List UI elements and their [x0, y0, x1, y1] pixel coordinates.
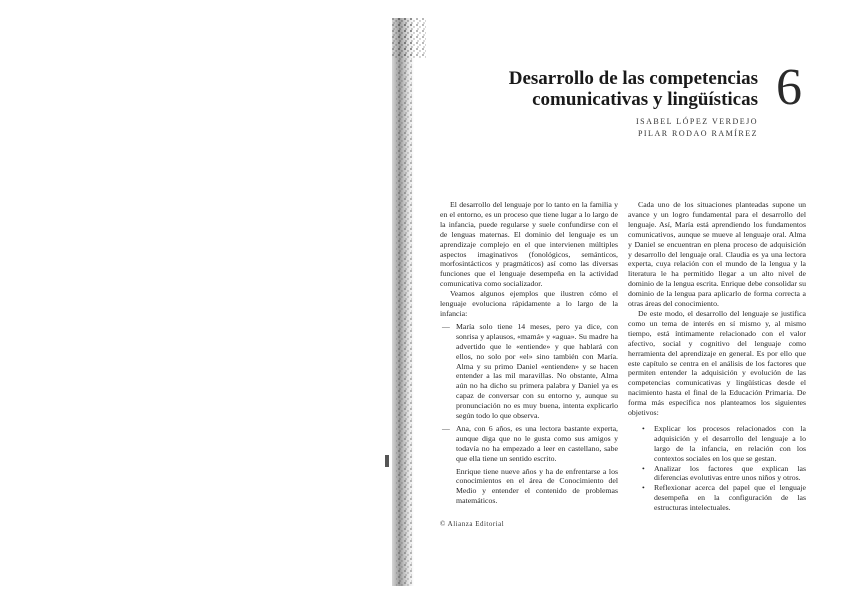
right-text-column: [628, 200, 806, 513]
author-1: ISABEL LÓPEZ VERDEJO: [636, 117, 758, 126]
scan-mark: [385, 455, 389, 467]
bullet-marker: •: [642, 483, 645, 493]
list-item: [642, 483, 806, 513]
objectives-list: [642, 424, 806, 513]
list-item-text: Enrique tiene nueve años y ha de enfrentarse a los conocimientos en el área de Conocimiento del Medio y entender el contenido de problemas matemáticos.: [456, 466, 618, 506]
chapter-title-line-2: comunicativas y lingüísticas: [532, 89, 758, 110]
dash-marker: —: [442, 321, 450, 331]
page-footer: © Alianza Editorial: [440, 520, 505, 528]
paragraph: Cada uno de los situaciones planteadas supone un avance y un logro fundamental para el desarrollo del lenguaje. Así, María está aprendiendo los fundamentos comunicativos, aunque se mueve al lenguaje oral. Alma y Daniel se encuentran en plena proceso de adquisición y desarrollo del lenguaje oral. Claudia es ya una lectora experta, cuya relación con el mundo de la lengua y la literatura le ha permitido llegar a un alto nivel de dominio de la lengua escrita. Enrique debe consolidar su dominio de la lengua para aplicarlo de forma correcta a otras áreas del conocimiento.: [628, 200, 806, 309]
bullet-marker: •: [642, 463, 645, 473]
list-item: [440, 322, 618, 421]
list-item: [440, 467, 618, 507]
paragraph: El desarrollo del lenguaje por lo tanto en la familia y en el entorno, es un proceso que tiene lugar a lo largo de la infancia, puede regularse y suele confundirse con el de lenguas maternas. El dominio del lenguaje es un aprendizaje complejo en el que intervienen múltiples aspectos imaginativos (fonológicos, semánticos, morfosintácticos y pragmáticos) así como las diversas funciones que el lenguaje desempeña en la actividad comunicativa como socializador.: [440, 200, 618, 289]
chapter-authors: [636, 116, 758, 140]
list-item: [642, 424, 806, 464]
author-2: PILAR RODAO RAMÍREZ: [637, 129, 758, 138]
dash-marker: —: [442, 423, 450, 433]
list-item-text: Ana, con 6 años, es una lectora bastante experta, aunque diga que no le gusta como sus amigos y todavía no ha empezado a leer en castellano, sabe que ella tiene un sentido escrito.: [456, 423, 618, 463]
left-text-column: [440, 200, 618, 506]
list-item: [440, 424, 618, 464]
paragraph: Veamos algunos ejemplos que ilustren cómo el lenguaje evoluciona rápidamente a lo largo de la infancia:: [440, 289, 618, 318]
list-item-text: María solo tiene 14 meses, pero ya dice, con sonrisa y aplausos, «mamá» y «agua». Su madre ha advertido que le «entiende» y que hablará con ellos, no solo por «el» sino también con María. Alma y su primo Daniel «entienden» y se hacen entender a las mil maravillas. No obstante, Alma aún no ha dicho su primera palabra y Daniel ya es capaz de conversar con su entorno y, aunque su pronunciación no es muy buena, intenta explicarlo según todo lo que observa.: [456, 321, 618, 421]
paragraph: De este modo, el desarrollo del lenguaje se justifica como un tema de interés en sí mismo y, al mismo tiempo, está íntimamente relacionado con el valor afectivo, social y cognitivo del lenguaje como herramienta del aprendizaje en general. Es por ello que este capítulo se centra en el análisis de los factores que permiten entender la adquisición y evolución de las competencias comunicativas y lingüísticas desde el nacimiento hasta el final de la Educación Primaria. De forma más específica nos planteamos los siguientes objetivos:: [628, 308, 806, 418]
dash-marker: [440, 467, 456, 507]
chapter-title: [509, 68, 758, 110]
bullet-marker: •: [642, 423, 645, 433]
book-spine-shadow: [392, 18, 436, 586]
list-item: [642, 464, 806, 484]
list-item-text: Reflexionar acerca del papel que el lenguaje desempeña en la configuración de las estructuras intelectuales.: [654, 483, 806, 513]
list-item-text: Analizar los factores que explican las diferencias evolutivas entre unos niños y otros.: [654, 463, 806, 483]
chapter-title-line-1: Desarrollo de las competencias: [508, 68, 758, 89]
chapter-number: 6: [776, 59, 802, 116]
list-item-text: Explicar los procesos relacionados con la adquisición y el desarrollo del lenguaje a lo largo de la infancia, en relación con los contextos sociales en los que se gestan.: [654, 423, 806, 463]
